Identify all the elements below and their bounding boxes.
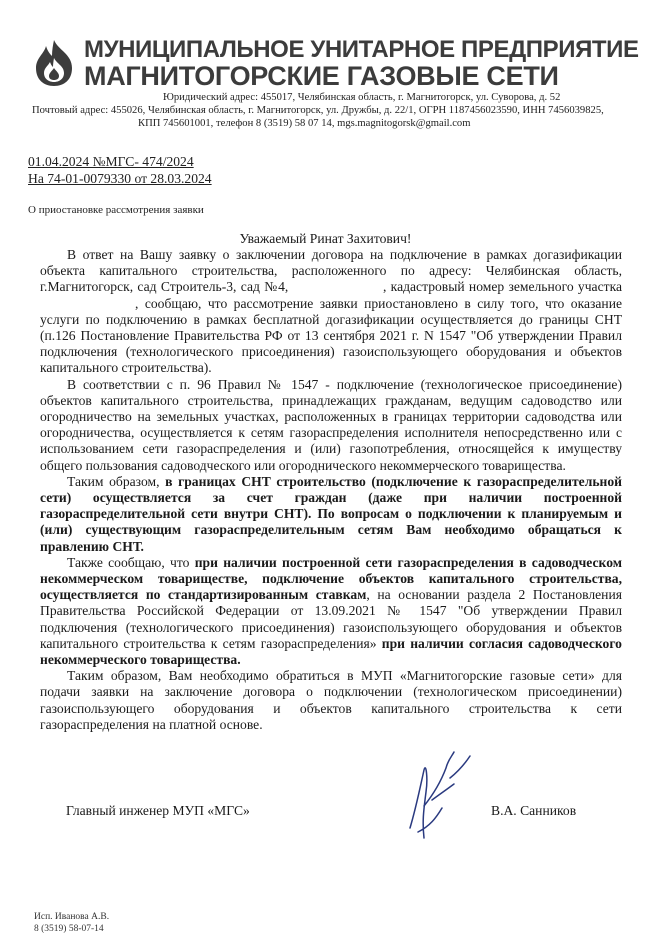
paragraph-1-part-b: , кадастровый номер земельного участка bbox=[382, 279, 622, 295]
greeting: Уважаемый Ринат Захитович! bbox=[239, 231, 412, 246]
paragraph-2: В соответствии с п. 96 Правил № 1547 - подключение (технологическое присоединение) объектов капитального строительства, принадлежащих гражданам, ведущим садоводство или огородничество на земельных участках, расположенных в границах территории садоводства или огородничества, осуществляется к сетям газораспределения исполнителя непосредственно или с использованием сети газораспределения и (или) газопотребления, относящейся к имуществу общего пользования садоводческого или огороднического некоммерческого товарищества. bbox=[40, 376, 622, 473]
outgoing-reference: 01.04.2024 №МГС- 474/2024 bbox=[28, 154, 194, 169]
organization-name-line2: МАГНИТОГОРСКИЕ ГАЗОВЫЕ СЕТИ bbox=[84, 61, 559, 91]
paragraph-4-bold-1: при наличии построенной сети газораспределения в садоводческом некоммерческом товариществе, подключение объектов капитального строительства, осуществляется по стандартизированным ставкам bbox=[40, 554, 622, 603]
signatory-position: Главный инженер МУП «МГС» bbox=[66, 803, 250, 818]
organization-name-line1: МУНИЦИПАЛЬНОЕ УНИТАРНОЕ ПРЕДПРИЯТИЕ bbox=[84, 36, 639, 63]
paragraph-4-part-a: Также сообщаю, что bbox=[67, 554, 190, 570]
handwritten-signature bbox=[380, 748, 480, 848]
gas-flame-logo-icon bbox=[28, 38, 80, 88]
paragraph-3-bold: в границах СНТ строительство (подключение к газораспределительной сети) осуществляется за счет граждан (даже при наличии построенной газораспределительной сети внутри СНТ). По вопросам о подключении к планируемым и (или) существующим газораспределительным сетям Вам необходимо обращаться к правлению СНТ. bbox=[40, 473, 622, 554]
signatory-name: В.А. Санников bbox=[491, 803, 577, 818]
executor-name: Исп. Иванова А.В. bbox=[34, 912, 110, 922]
postal-address: Почтовый адрес: 455026, Челябинская область, г. Магнитогорск, ул. Дружбы, д. 22/1, ОГРН 1187456023590, ИНН 7456039825, bbox=[32, 105, 604, 116]
contact-details: КПП 745601001, телефон 8 (3519) 58 07 14, mgs.magnitogorsk@gmail.com bbox=[138, 118, 471, 129]
paragraph-1 bbox=[40, 247, 622, 377]
paragraph-1-part-c: , сообщаю, что рассмотрение заявки приостановлено в силу того, что оказание услуги по подключению в рамках бесплатной догазификации осуществляется до границы СНТ (п.126 Постановление Правительства РФ от 13 сентября 2021 г. N 1547 "Об утверждении Правил подключения (технологического присоединения) газоиспользующего оборудования и объектов капитального строительства). bbox=[40, 295, 622, 376]
executor-block bbox=[34, 911, 109, 935]
paragraph-1-part-a: В ответ на Вашу заявку о заключении договора на подключение в рамках догазификации объекта капитального строительства, расположенного по адресу: Челябинская область, г.Магнитогорск, сад Строитель-3, сад №4, bbox=[40, 247, 622, 295]
paragraph-4-bold-2: при наличии согласия садоводческого некоммерческого товарищества. bbox=[40, 635, 622, 668]
letter-body bbox=[40, 247, 622, 733]
letter-subject: О приостановке рассмотрения заявки bbox=[28, 204, 204, 216]
paragraph-4-part-c: , на основании раздела 2 Постановления Правительства Российской Федерации от 13.09.2021 № 1547 "Об утверждении Правил подключения (технологического присоединения) газоиспользующего оборудования и объектов капитального строительства к сетям газораспределения» bbox=[40, 587, 622, 651]
paragraph-3 bbox=[40, 474, 622, 555]
legal-address: Юридический адрес: 455017, Челябинская область, г. Магнитогорск, ул. Суворова, д. 52 bbox=[163, 92, 561, 103]
paragraph-3-part-a: Таким образом, bbox=[67, 473, 160, 489]
paragraph-4 bbox=[40, 555, 622, 668]
paragraph-5: Таким образом, Вам необходимо обратиться в МУП «Магнитогорские газовые сети» для подачи заявки на заключение договора о подключении (технологическом присоединении) газоиспользующего оборудования и объектов капитального строительства к сети газораспределения на платной основе. bbox=[40, 668, 622, 732]
executor-phone: 8 (3519) 58-07-14 bbox=[34, 924, 104, 934]
incoming-reference: На 74-01-0079330 от 28.03.2024 bbox=[28, 171, 212, 186]
